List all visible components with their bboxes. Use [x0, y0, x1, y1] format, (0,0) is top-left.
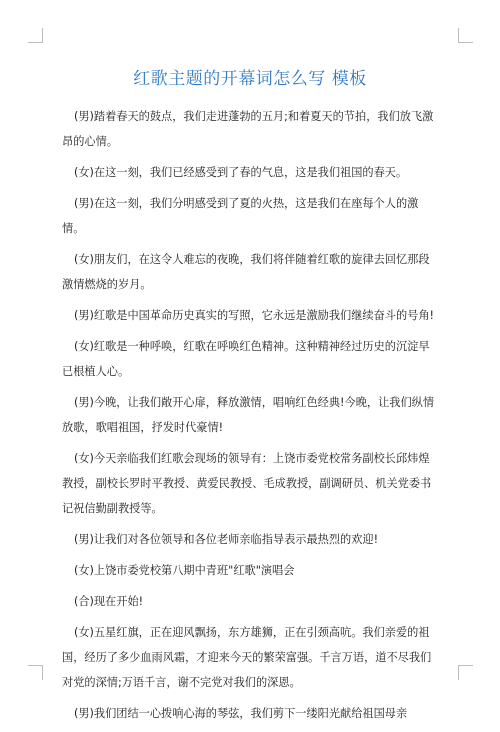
paragraph: (男)我们团结一心拨响心海的琴弦，我们剪下一缕阳光献给祖国母亲 — [74, 707, 408, 720]
paragraph: (男)红歌是中国革命历史真实的写照，它永远是激励我们继续奋斗的号角! — [74, 309, 435, 322]
crop-mark-top-right — [458, 28, 473, 43]
paragraph: (男)今晚，让我们敞开心扉，释放激情，唱响红色经典!今晚，让我们纵情放歌，歌唱祖国，抒发时代豪情! — [62, 396, 435, 434]
crop-mark-bottom-right — [458, 665, 473, 680]
paragraph: (女)五星红旗，正在迎风飘扬，东方雄狮，正在引颈高吭。我们亲爱的祖国，经历了多少血雨风霜，才迎来今天的繁荣富强。千言万语，道不尽我们对党的深情;万语千言，谢不完党对我们的深恩。 — [62, 626, 432, 689]
paragraph: (女)红歌是一种呼唤，红歌在呼唤红色精神。这种精神经过历史的沉淀早已根植人心。 — [62, 340, 430, 378]
paragraph: (女)今天亲临我们红歌会现场的领导有：上饶市委党校常务副校长邱炜煌教授，副校长罗时平教授、黄爱民教授、毛成教授，副调研员、机关党委书记祝信勤副教授等。 — [62, 452, 432, 515]
paragraph: (女)在这一刻，我们已经感受到了春的气息，这是我们祖国的春天。 — [74, 166, 408, 179]
paragraph: (男)踏着春天的鼓点，我们走进蓬勃的五月;和着夏天的节拍，我们放飞激昂的心情。 — [62, 110, 434, 148]
document-title: 红歌主题的开幕词怎么写 模板 — [133, 69, 367, 89]
crop-mark-top-left — [28, 28, 43, 43]
paragraph: (男)让我们对各位领导和各位老师亲临指导表示最热烈的欢迎! — [74, 533, 379, 546]
paragraph: (合)现在开始! — [74, 595, 144, 608]
paragraph: (男)在这一刻，我们分明感受到了夏的火热，这是我们在座每个人的激情。 — [62, 197, 419, 235]
crop-mark-bottom-left — [28, 665, 43, 680]
document-body — [62, 104, 438, 732]
paragraph: (女)上饶市委党校第八期中青班"红歌"演唱会 — [74, 564, 295, 577]
paragraph: (女)朋友们，在这令人难忘的夜晚，我们将伴随着红歌的旋律去回忆那段激情燃烧的岁月。 — [62, 253, 430, 291]
